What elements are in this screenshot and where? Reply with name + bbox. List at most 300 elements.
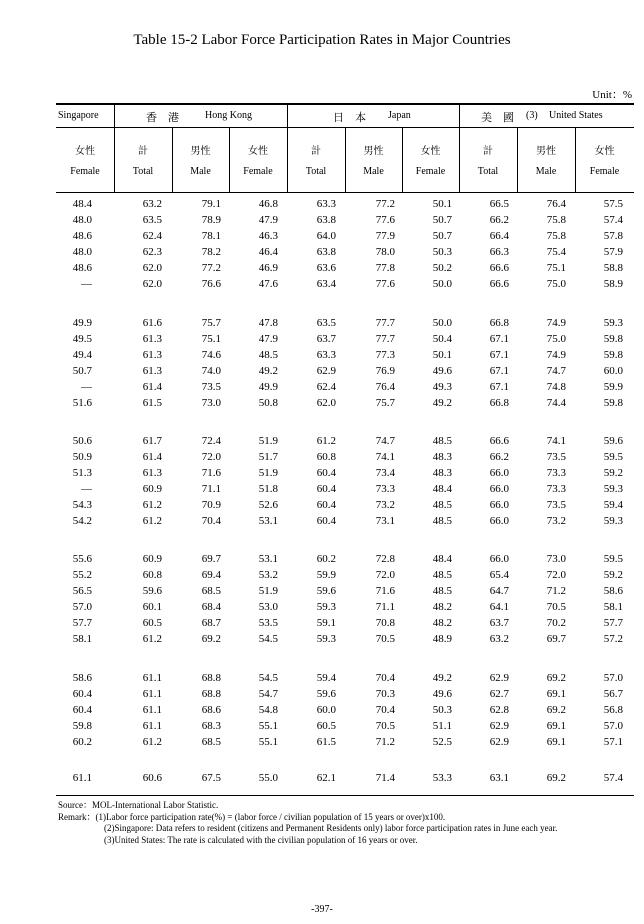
table-cell: 62.4 (316, 381, 336, 393)
table-cell: 60.2 (72, 736, 92, 748)
table-row (56, 246, 634, 262)
table-top-rule (56, 103, 634, 105)
table-cell: 79.1 (201, 198, 221, 210)
table-cell: 75.4 (546, 246, 566, 258)
table-cell: 69.7 (546, 633, 566, 645)
data-group (56, 435, 634, 531)
table-cell: 59.4 (316, 672, 336, 684)
table-cell: 66.6 (489, 278, 509, 290)
table-cell: 48.6 (72, 230, 92, 242)
table-cell: 67.1 (489, 349, 509, 361)
table-cell: 70.9 (201, 499, 221, 511)
table-cell: 75.1 (201, 333, 221, 345)
table-row (56, 633, 634, 649)
table-cell: 63.1 (489, 772, 509, 784)
table-cell: 64.0 (316, 230, 336, 242)
table-row (56, 278, 634, 294)
table-cell: 59.8 (603, 333, 623, 345)
table-row (56, 515, 634, 531)
table-cell: 70.4 (201, 515, 221, 527)
table-cell: 72.0 (546, 569, 566, 581)
col-divider (345, 128, 346, 193)
table-cell: 60.4 (316, 499, 336, 511)
table-cell: 61.6 (142, 317, 162, 329)
table-cell: 55.6 (72, 553, 92, 565)
table-cell: 46.3 (258, 230, 278, 242)
table-row (56, 499, 634, 515)
table-cell: 63.6 (316, 262, 336, 274)
table-cell: 55.0 (258, 772, 278, 784)
table-cell: 60.4 (72, 704, 92, 716)
table-cell: 64.7 (489, 585, 509, 597)
table-cell: 75.8 (546, 214, 566, 226)
table-cell: 62.9 (316, 365, 336, 377)
table-row (56, 451, 634, 467)
table-cell: 57.7 (603, 617, 623, 629)
table-cell: 53.3 (432, 772, 452, 784)
header-hong-kong-cn: 香 港 (146, 112, 179, 124)
table-cell: 49.2 (432, 672, 452, 684)
table-cell: 74.1 (375, 451, 395, 463)
page-title: Table 15-2 Labor Force Participation Rates in Major Countries (133, 32, 511, 48)
table-cell: 47.6 (258, 278, 278, 290)
table-cell: 59.3 (316, 601, 336, 613)
subhead-total: Total (132, 166, 154, 177)
table-cell: 57.2 (603, 633, 623, 645)
source-note: Source：MOL-International Labor Statistic. (58, 800, 219, 810)
table-cell: 50.7 (432, 214, 452, 226)
header-united-states: United States (549, 110, 603, 121)
table-cell: 73.4 (375, 467, 395, 479)
table-cell: 67.1 (489, 365, 509, 377)
table-cell: 72.0 (201, 451, 221, 463)
table-cell: 59.2 (603, 467, 623, 479)
table-cell: 47.9 (258, 333, 278, 345)
table-row (56, 262, 634, 278)
table-cell: 60.9 (142, 483, 162, 495)
table-cell: 77.9 (375, 230, 395, 242)
table-cell: 51.1 (432, 720, 452, 732)
table-cell: 64.1 (489, 601, 509, 613)
table-cell: 73.3 (546, 483, 566, 495)
subhead-female-cn: 女性 (594, 146, 615, 157)
table-cell: 70.5 (375, 720, 395, 732)
table-cell: 57.0 (72, 601, 92, 613)
table-cell: 59.3 (316, 633, 336, 645)
table-cell: 51.9 (258, 585, 278, 597)
table-cell: 61.3 (142, 333, 162, 345)
table-cell: 54.3 (72, 499, 92, 511)
table-row (56, 688, 634, 704)
data-group (56, 772, 634, 788)
table-cell: 70.3 (375, 688, 395, 700)
subhead-male-cn: 男性 (190, 146, 211, 157)
table-cell: 61.7 (142, 435, 162, 447)
table-cell: 57.8 (603, 230, 623, 242)
table-cell: 62.3 (142, 246, 162, 258)
table-cell: 74.9 (546, 317, 566, 329)
table-row (56, 381, 634, 397)
table-cell: 69.1 (546, 736, 566, 748)
unit-label: Unit：% (592, 89, 632, 101)
table-cell: 75.8 (546, 230, 566, 242)
table-cell: 60.5 (142, 617, 162, 629)
table-cell: 70.4 (375, 672, 395, 684)
table-cell: 50.1 (432, 198, 452, 210)
table-row (56, 569, 634, 585)
table-cell: 57.0 (603, 720, 623, 732)
table-cell: 59.8 (603, 349, 623, 361)
table-cell: 74.4 (546, 397, 566, 409)
table-cell: 48.2 (432, 617, 452, 629)
table-cell: 73.1 (375, 515, 395, 527)
table-cell: 63.2 (489, 633, 509, 645)
table-cell: 49.5 (72, 333, 92, 345)
table-cell: 50.6 (72, 435, 92, 447)
subhead-total: Total (305, 166, 327, 177)
table-cell: 47.8 (258, 317, 278, 329)
table-cell: 48.5 (432, 569, 452, 581)
table-row (56, 553, 634, 569)
table-row (56, 704, 634, 720)
table-cell: 51.8 (258, 483, 278, 495)
table-cell: 60.5 (316, 720, 336, 732)
data-group (56, 553, 634, 649)
table-cell: 58.1 (603, 601, 623, 613)
table-cell: 66.8 (489, 397, 509, 409)
table-cell: 63.5 (142, 214, 162, 226)
table-cell: 70.8 (375, 617, 395, 629)
table-cell: 60.6 (142, 772, 162, 784)
table-cell: 77.2 (201, 262, 221, 274)
table-row (56, 720, 634, 736)
table-cell: 71.2 (375, 736, 395, 748)
table-cell: 68.6 (201, 704, 221, 716)
table-cell: 50.4 (432, 333, 452, 345)
table-cell: 59.6 (603, 435, 623, 447)
table-cell: 49.2 (258, 365, 278, 377)
table-cell: 60.2 (316, 553, 336, 565)
table-cell: 68.5 (201, 736, 221, 748)
table-cell: 60.9 (142, 553, 162, 565)
table-cell: 69.1 (546, 720, 566, 732)
table-cell: 67.5 (201, 772, 221, 784)
table-cell: 51.3 (72, 467, 92, 479)
table-cell: 47.9 (258, 214, 278, 226)
table-cell: 71.2 (546, 585, 566, 597)
table-cell: 53.2 (258, 569, 278, 581)
table-cell: 54.8 (258, 704, 278, 716)
table-row (56, 333, 634, 349)
table-row (56, 672, 634, 688)
table-cell: 78.9 (201, 214, 221, 226)
table-cell: 59.5 (603, 553, 623, 565)
table-cell: 73.5 (546, 499, 566, 511)
table-cell: 58.9 (603, 278, 623, 290)
table-cell: 78.0 (375, 246, 395, 258)
table-cell: 75.0 (546, 278, 566, 290)
subhead-female-cn: 女性 (248, 146, 268, 157)
table-cell: 66.6 (489, 435, 509, 447)
col-divider (172, 128, 173, 193)
table-cell: 62.0 (142, 278, 162, 290)
table-cell: 59.4 (603, 499, 623, 511)
table-cell: 73.2 (546, 515, 566, 527)
table-cell: 69.1 (546, 688, 566, 700)
table-cell: 58.1 (72, 633, 92, 645)
subhead-male: Male (535, 166, 557, 177)
table-cell: 73.3 (546, 467, 566, 479)
table-cell: 53.1 (258, 553, 278, 565)
table-cell: 62.1 (316, 772, 336, 784)
table-cell: 48.3 (432, 467, 452, 479)
table-row (56, 365, 634, 381)
table-cell: 77.7 (375, 317, 395, 329)
subhead-total-cn: 計 (138, 146, 148, 157)
table-cell: 71.6 (201, 467, 221, 479)
remark-note-2: (2)Singapore: Data refers to resident (citizens and Permanent Residents only) labor force participation rates in June each year. (104, 823, 558, 833)
table-cell: 48.0 (72, 214, 92, 226)
table-cell: 53.1 (258, 515, 278, 527)
table-cell: 61.1 (142, 672, 162, 684)
table-cell: 75.0 (546, 333, 566, 345)
table-cell: 53.0 (258, 601, 278, 613)
table-cell: 58.6 (72, 672, 92, 684)
table-cell: 61.2 (142, 515, 162, 527)
table-cell: 66.5 (489, 198, 509, 210)
table-cell: 74.7 (546, 365, 566, 377)
remark-note-3: (3)United States: The rate is calculated with the civilian population of 16 years or over. (104, 834, 418, 845)
table-cell: 59.3 (603, 515, 623, 527)
table-cell: 57.4 (603, 214, 623, 226)
table-cell: 49.9 (258, 381, 278, 393)
table-cell: 46.8 (258, 198, 278, 210)
table-cell: 49.6 (432, 688, 452, 700)
table-cell: 75.1 (546, 262, 566, 274)
table-cell: 50.7 (432, 230, 452, 242)
table-cell: 51.9 (258, 467, 278, 479)
table-cell: 57.0 (603, 672, 623, 684)
table-cell: 63.7 (316, 333, 336, 345)
table-cell: 73.2 (375, 499, 395, 511)
data-group (56, 198, 634, 294)
table-cell: 55.1 (258, 720, 278, 732)
col-divider (402, 128, 403, 193)
col-divider (575, 128, 576, 193)
table-cell: 65.4 (489, 569, 509, 581)
table-cell: 59.9 (316, 569, 336, 581)
table-cell: 76.6 (201, 278, 221, 290)
table-cell: 66.8 (489, 317, 509, 329)
table-cell: 50.2 (432, 262, 452, 274)
table-cell: 55.2 (72, 569, 92, 581)
table-cell: 58.6 (603, 585, 623, 597)
table-cell: 62.8 (489, 704, 509, 716)
table-cell: 74.6 (201, 349, 221, 361)
table-cell: 62.7 (489, 688, 509, 700)
header-singapore: Singapore (58, 110, 99, 121)
table-cell: 59.6 (316, 585, 336, 597)
table-cell: 56.8 (603, 704, 623, 716)
table-row (56, 617, 634, 633)
table-cell: 48.4 (432, 553, 452, 565)
table-row (56, 467, 634, 483)
table-cell: 60.8 (142, 569, 162, 581)
table-cell: 61.2 (142, 499, 162, 511)
table-cell: 60.8 (316, 451, 336, 463)
table-cell: 59.8 (72, 720, 92, 732)
table-cell: 66.0 (489, 499, 509, 511)
subhead-female-cn: 女性 (75, 146, 95, 157)
remark-note-1: Remark：(1)Labor force participation rate(%) = (labor force / civilian population of 15 years or over)x100. (58, 811, 446, 822)
table-cell: 49.9 (72, 317, 92, 329)
table-cell: 59.9 (603, 381, 623, 393)
table-cell: 63.7 (489, 617, 509, 629)
table-row (56, 317, 634, 333)
table-cell: 48.3 (432, 451, 452, 463)
table-cell: 75.7 (201, 317, 221, 329)
table-cell: 66.6 (489, 262, 509, 274)
table-cell: 69.2 (201, 633, 221, 645)
table-cell: 74.9 (546, 349, 566, 361)
table-cell: 54.5 (258, 633, 278, 645)
table-cell: 66.3 (489, 246, 509, 258)
table-row (56, 772, 634, 788)
table-cell: 61.1 (142, 688, 162, 700)
table-row (56, 601, 634, 617)
table-cell: 49.4 (72, 349, 92, 361)
table-cell: 71.1 (201, 483, 221, 495)
table-cell: 54.7 (258, 688, 278, 700)
table-cell: 66.2 (489, 214, 509, 226)
table-cell: 77.3 (375, 349, 395, 361)
table-row (56, 585, 634, 601)
table-cell: 60.0 (603, 365, 623, 377)
table-cell: 51.7 (258, 451, 278, 463)
table-cell: 77.2 (375, 198, 395, 210)
table-cell: 48.9 (432, 633, 452, 645)
subhead-male-cn: 男性 (363, 146, 384, 157)
table-cell: 62.4 (142, 230, 162, 242)
table-cell: 68.4 (201, 601, 221, 613)
table-cell: 59.2 (603, 569, 623, 581)
table-cell: 57.1 (603, 736, 623, 748)
table-cell: — (81, 483, 92, 495)
table-cell: 74.7 (375, 435, 395, 447)
page-number: -397- (311, 904, 333, 915)
subhead-male: Male (190, 166, 211, 177)
data-group (56, 317, 634, 413)
col-divider (229, 128, 230, 193)
table-row (56, 349, 634, 365)
table-cell: 74.0 (201, 365, 221, 377)
table-cell: 61.2 (316, 435, 336, 447)
table-cell: 61.1 (72, 772, 92, 784)
table-cell: 69.2 (546, 772, 566, 784)
table-cell: 48.5 (432, 515, 452, 527)
subhead-female: Female (589, 166, 620, 177)
table-cell: 57.9 (603, 246, 623, 258)
table-cell: 70.2 (546, 617, 566, 629)
table-cell: 77.6 (375, 278, 395, 290)
table-cell: 74.1 (546, 435, 566, 447)
table-cell: 52.6 (258, 499, 278, 511)
table-cell: 73.5 (546, 451, 566, 463)
table-cell: 48.5 (258, 349, 278, 361)
table-cell: 59.1 (316, 617, 336, 629)
table-cell: 61.3 (142, 365, 162, 377)
table-cell: 48.2 (432, 601, 452, 613)
table-cell: 73.5 (201, 381, 221, 393)
table-cell: 70.4 (375, 704, 395, 716)
table-cell: 52.5 (432, 736, 452, 748)
table-cell: 62.9 (489, 672, 509, 684)
table-row (56, 397, 634, 413)
table-cell: 51.6 (72, 397, 92, 409)
table-cell: 61.3 (142, 467, 162, 479)
header-hong-kong: Hong Kong (205, 110, 252, 121)
table-cell: 50.1 (432, 349, 452, 361)
table-cell: 46.9 (258, 262, 278, 274)
table-cell: 69.4 (201, 569, 221, 581)
table-cell: 77.8 (375, 262, 395, 274)
table-cell: 68.8 (201, 688, 221, 700)
table-cell: 73.0 (201, 397, 221, 409)
table-cell: 62.0 (142, 262, 162, 274)
table-cell: 46.4 (258, 246, 278, 258)
table-cell: — (81, 278, 92, 290)
table-cell: 63.8 (316, 246, 336, 258)
table-cell: 62.9 (489, 720, 509, 732)
table-cell: 61.4 (142, 451, 162, 463)
table-cell: 61.1 (142, 704, 162, 716)
subhead-female-cn: 女性 (420, 146, 441, 157)
subhead-male-cn: 男性 (536, 146, 556, 157)
table-cell: 72.8 (375, 553, 395, 565)
table-cell: 69.2 (546, 704, 566, 716)
table-cell: 61.3 (142, 349, 162, 361)
table-cell: 61.5 (142, 397, 162, 409)
table-cell: 59.6 (142, 585, 162, 597)
header-us-cn: 美 國 (481, 112, 514, 124)
subhead-total-cn: 計 (311, 146, 321, 157)
table-cell: 50.0 (432, 278, 452, 290)
table-cell: 50.0 (432, 317, 452, 329)
table-cell: — (81, 381, 92, 393)
table-cell: 50.3 (432, 246, 452, 258)
table-cell: 63.3 (316, 198, 336, 210)
footnotes (58, 800, 557, 846)
table-cell: 49.2 (432, 397, 452, 409)
table-cell: 63.5 (316, 317, 336, 329)
table-cell: 50.8 (258, 397, 278, 409)
table-bottom-rule (56, 795, 634, 796)
table-cell: 63.8 (316, 214, 336, 226)
table-cell: 50.7 (72, 365, 92, 377)
table-row (56, 736, 634, 752)
table-row (56, 198, 634, 214)
table-cell: 74.8 (546, 381, 566, 393)
table-cell: 60.4 (72, 688, 92, 700)
table-cell: 56.5 (72, 585, 92, 597)
table-cell: 72.4 (201, 435, 221, 447)
table-cell: 60.0 (316, 704, 336, 716)
table-cell: 60.4 (316, 515, 336, 527)
table-cell: 48.4 (72, 198, 92, 210)
table-cell: 76.9 (375, 365, 395, 377)
table-row (56, 214, 634, 230)
table-cell: 71.1 (375, 601, 395, 613)
